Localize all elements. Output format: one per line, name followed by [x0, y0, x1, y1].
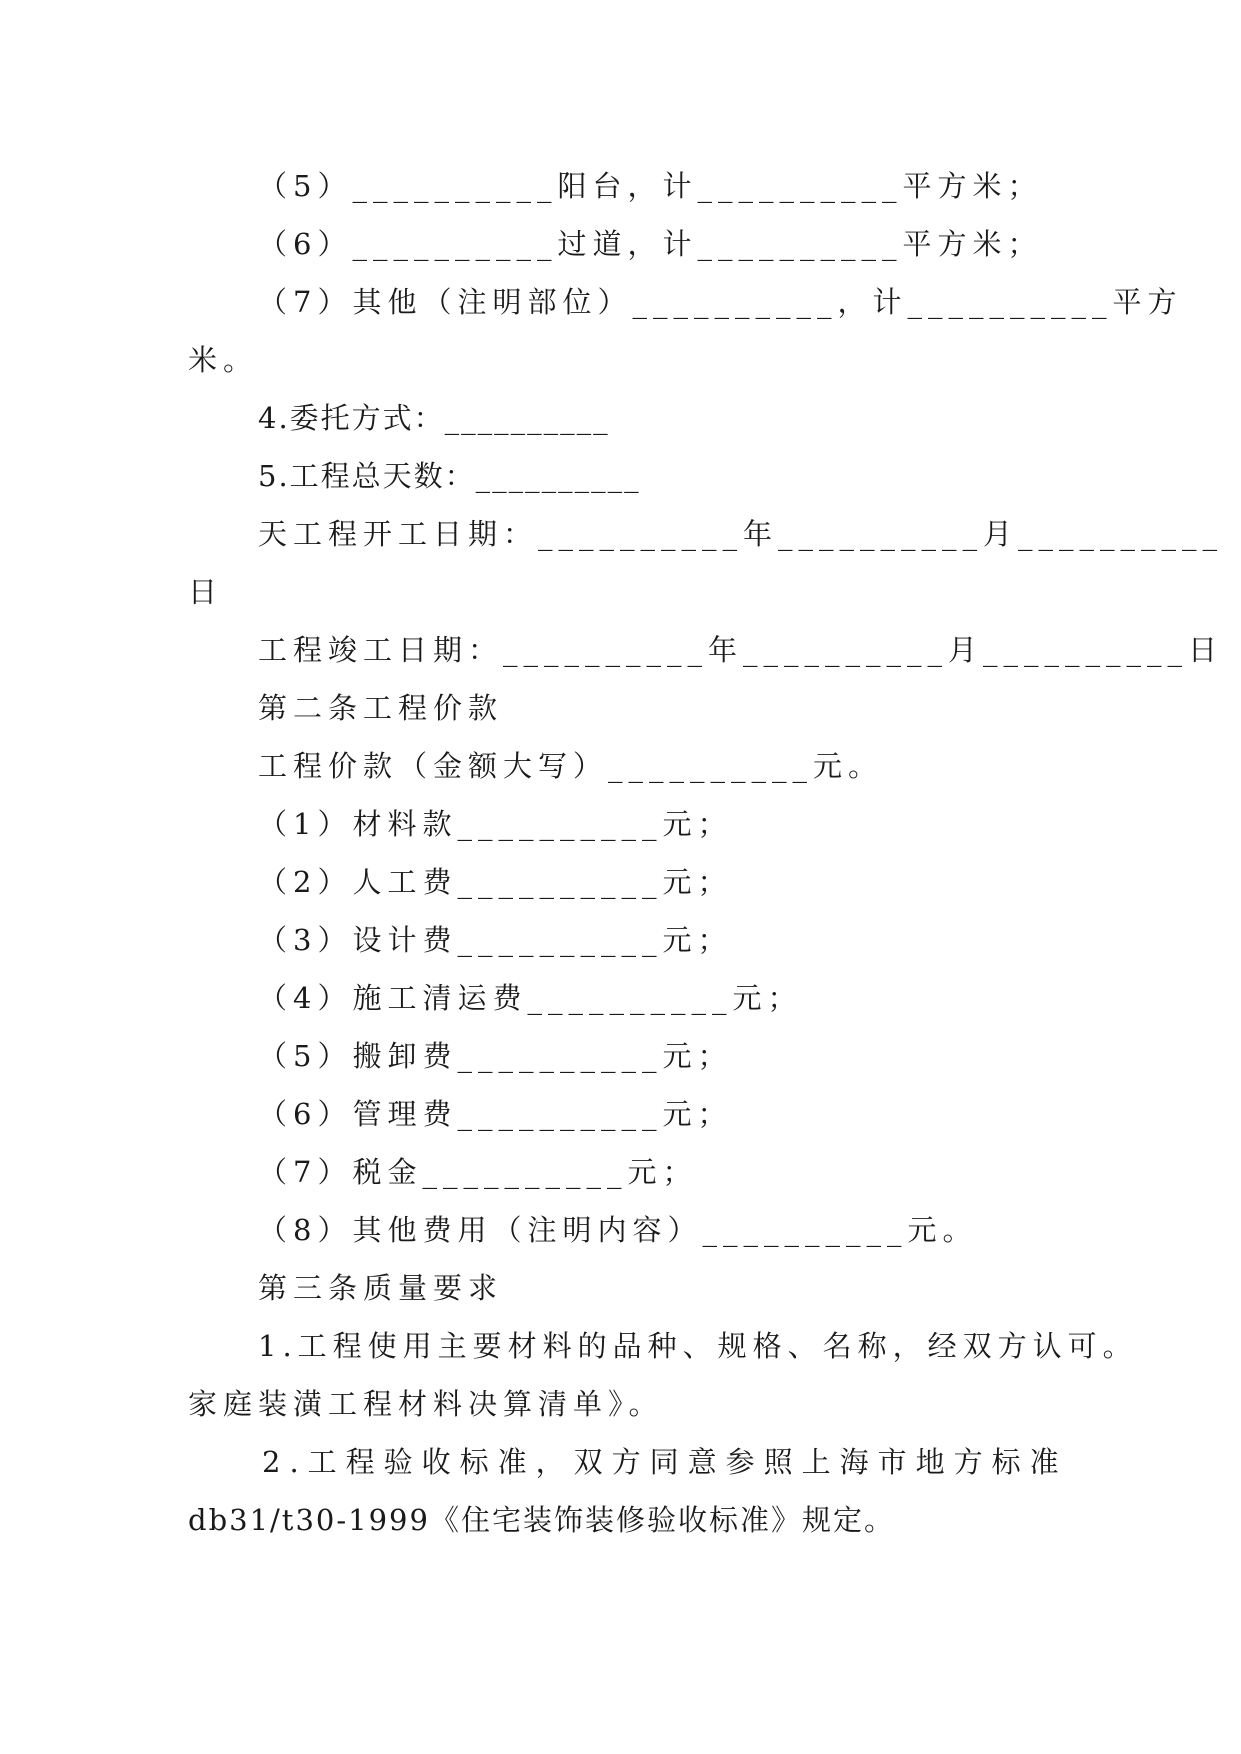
text-line: （4）施工清运费__________元； [258, 981, 803, 1015]
text-line: 米。 [188, 343, 259, 377]
text-line: （6）管理费__________元； [258, 1097, 733, 1131]
text-line: （1）材料款__________元； [258, 807, 733, 841]
text-line: （5）搬卸费__________元； [258, 1039, 733, 1073]
text-line: 日 [188, 575, 224, 609]
text-line: 工程竣工日期：__________年__________月__________日 [258, 633, 1224, 667]
text-line: 4.委托方式：__________ [258, 401, 610, 435]
text-line: 天工程开工日期：__________年__________月__________ [258, 517, 1224, 551]
section-heading: 第二条工程价款 [258, 691, 504, 725]
text-line: 1.工程使用主要材料的品种、规格、名称，经双方认可。 [258, 1329, 1138, 1363]
text-line: 家庭装潢工程材料决算清单》。 [188, 1387, 664, 1421]
text-line: （5）__________阳台，计__________平方米； [258, 169, 1043, 203]
text-line: 工程价款（金额大写）__________元。 [258, 749, 884, 783]
text-line: 5.工程总天数：__________ [258, 459, 641, 493]
text-line: （2）人工费__________元； [258, 865, 733, 899]
text-line: （7）税金__________元； [258, 1155, 698, 1189]
section-heading: 第三条质量要求 [258, 1271, 504, 1305]
text-line: （6）__________过道，计__________平方米； [258, 227, 1043, 261]
text-line: （7）其他（注明部位）__________，计__________平方 [258, 285, 1183, 319]
text-line: （8）其他费用（注明内容）__________元。 [258, 1213, 978, 1247]
text-line: db31/t30-1999《住宅装饰装修验收标准》规定。 [188, 1503, 895, 1537]
text-line: （3）设计费__________元； [258, 923, 733, 957]
text-line: 2.工程验收标准，双方同意参照上海市地方标准 [262, 1445, 1068, 1479]
